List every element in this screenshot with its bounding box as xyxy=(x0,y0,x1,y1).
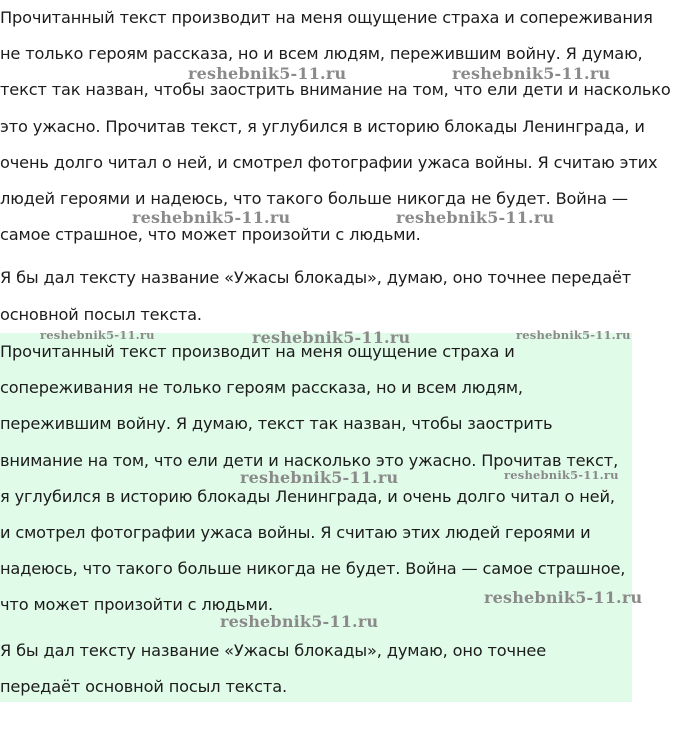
essay-paragraph-2: Я бы дал тексту название «Ужасы блокады», думаю, оно точнее передаёт основной посыл текста. xyxy=(0,640,547,696)
watermark: reshebnik5-11.ru xyxy=(396,208,555,227)
watermark: reshebnik5-11.ru xyxy=(452,64,611,83)
watermark: reshebnik5-11.ru xyxy=(220,612,379,631)
essay-paragraph-1: Прочитанный текст производит на меня ощущение страха и сопереживания не только героям рассказа, но и всем людям, пережившим войну. Я думаю, текст так назван, чтобы заострить внимание на том, что ели дети и насколько это ужасно. Прочитав текст, я углубился в историю блокады Ленинграда, и очень долго читал о ней, и смотрел фотографии ужаса войны. Я считаю этих людей героями и надеюсь, что такого больше никогда не будет. Война — самое страшное, что может произойти с людьми. xyxy=(0,342,626,615)
watermark: reshebnik5-11.ru xyxy=(504,468,619,482)
watermark: reshebnik5-11.ru xyxy=(252,328,411,347)
essay-paragraph-1: Прочитанный текст производит на меня ощущение страха и сопереживания не только героям рассказа, но и всем людям, пережившим войну. Я думаю, текст так назван, чтобы заострить внимание на том, что ели дети и насколько это ужасно. Прочитав текст, я углубился в историю блокады Ленинграда, и очень долго читал о ней, и смотрел фотографии ужаса войны. Я считаю этих людей героями и надеюсь, что такого больше никогда не будет. Война — самое страшное, что может произойти с людьми. xyxy=(0,8,671,245)
essay-block-highlighted xyxy=(0,334,630,705)
watermark: reshebnik5-11.ru xyxy=(484,588,643,607)
essay-paragraph-2: Я бы дал тексту название «Ужасы блокады», думаю, оно точнее передаёт основной посыл текста. xyxy=(0,268,632,324)
watermark: reshebnik5-11.ru xyxy=(188,64,347,83)
watermark: reshebnik5-11.ru xyxy=(516,328,631,342)
watermark: reshebnik5-11.ru xyxy=(132,208,291,227)
essay-block-plain xyxy=(0,0,676,333)
watermark: reshebnik5-11.ru xyxy=(40,328,155,342)
watermark: reshebnik5-11.ru xyxy=(240,468,399,487)
